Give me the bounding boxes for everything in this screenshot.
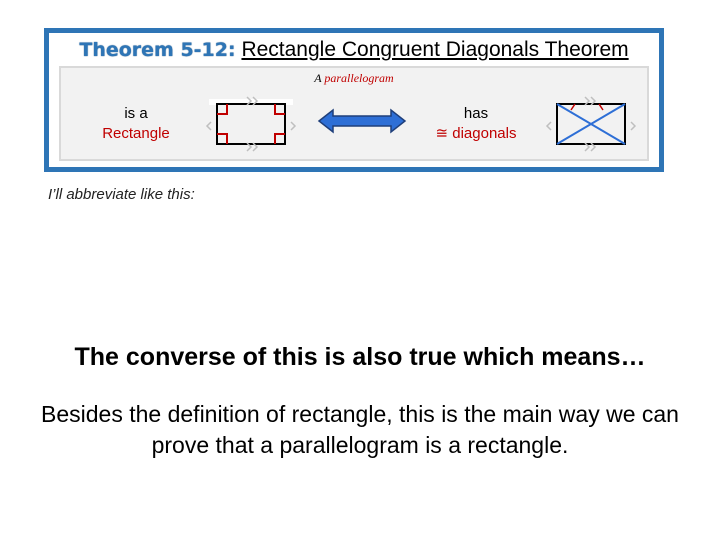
- condition-left-line2: Rectangle: [102, 125, 170, 142]
- explanation-text: Besides the definition of rectangle, this is the main way we can prove that a parallelogram is a rectangle.: [41, 401, 679, 458]
- condition-right: [416, 104, 536, 144]
- abbreviation-intro: I’ll abbreviate like this:: [48, 186, 195, 203]
- rectangle-diagonals-icon: [541, 94, 641, 156]
- double-arrow-icon: [317, 108, 407, 134]
- theorem-number: Theorem 5-12:: [79, 39, 236, 61]
- condition-left: [81, 104, 191, 144]
- condition-right-line1: has: [463, 105, 489, 122]
- rectangle-right-angles-icon: [201, 94, 301, 156]
- subhead-term: parallelogram: [324, 71, 394, 85]
- theorem-name: Rectangle Congruent Diagonals Theorem: [241, 38, 629, 61]
- condition-left-line1: is a: [124, 105, 148, 122]
- condition-right-line2: ≅ diagonals: [435, 125, 517, 142]
- theorem-panel: [59, 66, 649, 161]
- subhead-prefix: A: [314, 71, 325, 85]
- theorem-box: [44, 28, 664, 172]
- converse-heading: The converse of this is also true which means…: [74, 343, 646, 371]
- theorem-title: [49, 38, 659, 62]
- panel-subhead: [61, 71, 647, 86]
